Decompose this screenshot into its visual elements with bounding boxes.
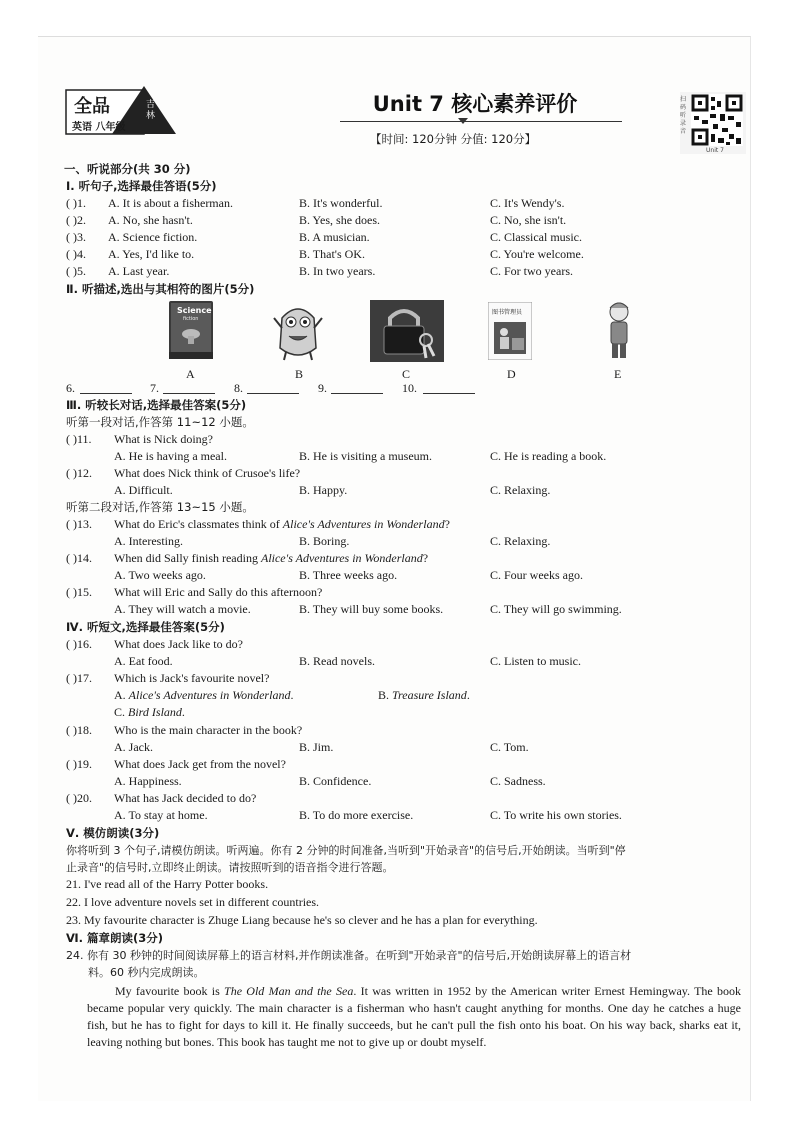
q3-option-b[interactable]: B. A musician. xyxy=(299,230,370,244)
dialogue-1-intro: 听第一段对话,作答第 11~12 小题。 xyxy=(66,415,254,429)
picture-b-monster[interactable] xyxy=(272,298,324,362)
q11-question: What is Nick doing? xyxy=(114,432,213,446)
picture-c-lock[interactable] xyxy=(370,300,444,362)
q17-option-a-letter: A. xyxy=(114,688,129,702)
alien-monster-icon xyxy=(272,298,324,362)
qr-caption: Unit 7 xyxy=(706,147,724,154)
q1-option-a[interactable]: A. It is about a fisherman. xyxy=(108,196,233,210)
q20-number[interactable]: ( )20. xyxy=(66,791,92,805)
part-vi-instructions-line2: 料。60 秒内完成朗读。 xyxy=(88,966,205,979)
part-i-title: Ⅰ. 听句子,选择最佳答语(5分) xyxy=(66,179,217,193)
title-underline-marker xyxy=(458,118,468,124)
q19-option-a[interactable]: A. Happiness. xyxy=(114,774,182,788)
q17-option-b[interactable] xyxy=(378,688,470,703)
answer-8-label: 8. xyxy=(234,381,243,395)
q18-option-b[interactable]: B. Jim. xyxy=(299,740,334,754)
q13-question-end: ? xyxy=(444,517,450,531)
qr-side-label: 扫码听录音 xyxy=(680,96,687,135)
passage-body: . It was written in 1952 by the American writer Ernest Hemingway. The book became popular very quickly. The main character is a fisherman who hasn't caught anything for months. One day he catches a huge fish, but he has to fight for days to kill it. He finally succeeds, but he can't pull the fish onto his boat. On his way back, sharks eat it, leaving nothing but bones. This book has taught me not to give up or doubt myself. xyxy=(87,984,741,1049)
picture-label-b: B xyxy=(295,367,304,381)
q13-number[interactable]: ( )13. xyxy=(66,517,92,531)
q4-option-c[interactable]: C. You're welcome. xyxy=(490,247,584,261)
q4-number[interactable]: ( )4. xyxy=(66,247,86,261)
q20-option-b[interactable]: B. To do more exercise. xyxy=(299,808,414,822)
answer-9-label: 9. xyxy=(318,381,327,395)
q12-number[interactable]: ( )12. xyxy=(66,466,92,480)
q15-option-a[interactable]: A. They will watch a movie. xyxy=(114,602,251,616)
brand-subtitle: 英语 八年级 xyxy=(72,122,126,133)
picture-a-book[interactable] xyxy=(167,300,215,362)
part-v-instructions-line1: 你将听到 3 个句子,请模仿朗读。听两遍。你有 2 分钟的时间准备,当听到"开始录音"的信号后,开始朗读。当听到"停 xyxy=(66,844,626,857)
q17-option-c-title: Bird Island xyxy=(128,705,182,719)
answer-6-label: 6. xyxy=(66,381,75,395)
boy-figure-icon xyxy=(604,300,634,362)
sentence-21: 21. I've read all of the Harry Potter books. xyxy=(66,877,269,891)
q11-option-b[interactable]: B. He is visiting a museum. xyxy=(299,449,432,463)
q17-option-c[interactable] xyxy=(114,705,185,720)
q12-question: What does Nick think of Crusoe's life? xyxy=(114,466,301,480)
picture-e-boy[interactable] xyxy=(604,300,634,362)
q18-option-a[interactable]: A. Jack. xyxy=(114,740,153,754)
part-ii-title: Ⅱ. 听描述,选出与其相符的图片(5分) xyxy=(66,282,255,296)
q17-option-b-title: Treasure Island xyxy=(392,688,467,702)
q13-question xyxy=(114,517,450,532)
picture-label-d: D xyxy=(507,367,516,381)
q20-option-a[interactable]: A. To stay at home. xyxy=(114,808,208,822)
answer-8-blank[interactable] xyxy=(247,393,299,394)
q5-option-a[interactable]: A. Last year. xyxy=(108,264,170,278)
qr-code[interactable] xyxy=(680,92,746,154)
section-title: 一、听说部分(共 30 分) xyxy=(64,162,191,176)
q17-option-a[interactable] xyxy=(114,688,293,703)
part-vi-instructions-line1: 24. 你有 30 秒钟的时间阅读屏幕上的语言材料,并作朗读准备。在听到"开始录音"的信号后,开始朗读屏幕上的语言材 xyxy=(66,949,632,962)
q19-number[interactable]: ( )19. xyxy=(66,757,92,771)
q5-number[interactable]: ( )5. xyxy=(66,264,86,278)
qr-code-icon xyxy=(680,92,746,154)
brand-logo xyxy=(64,86,176,138)
q5-option-c[interactable]: C. For two years. xyxy=(490,264,573,278)
q15-option-b[interactable]: B. They will buy some books. xyxy=(299,602,444,616)
q11-option-a[interactable]: A. He is having a meal. xyxy=(114,449,227,463)
brand-name: 全品 xyxy=(74,96,110,117)
part-v-instructions-line2: 止录音"的信号时,立即终止朗读。请按照听到的语音指令进行答题。 xyxy=(66,861,394,874)
q16-option-b[interactable]: B. Read novels. xyxy=(299,654,375,668)
region-badge: 吉林 xyxy=(146,100,156,121)
q16-question: What does Jack like to do? xyxy=(114,637,243,651)
q13-option-a[interactable]: A. Interesting. xyxy=(114,534,183,548)
q3-option-a[interactable]: A. Science fiction. xyxy=(108,230,198,244)
q19-option-b[interactable]: B. Confidence. xyxy=(299,774,372,788)
answer-7-blank[interactable] xyxy=(163,393,215,394)
q17-option-c-letter: C. xyxy=(114,705,129,719)
q1-option-c[interactable]: C. It's Wendy's. xyxy=(490,196,565,210)
q16-number[interactable]: ( )16. xyxy=(66,637,92,651)
q1-number[interactable]: ( )1. xyxy=(66,196,86,210)
library-sign-text: 图书管理员 xyxy=(492,309,523,316)
q17-option-a-title: Alice's Adventures in Wonderland xyxy=(128,688,291,702)
q5-option-b[interactable]: B. In two years. xyxy=(299,264,376,278)
q20-option-c[interactable]: C. To write his own stories. xyxy=(490,808,622,822)
q1-option-b[interactable]: B. It's wonderful. xyxy=(299,196,383,210)
q14-option-a[interactable]: A. Two weeks ago. xyxy=(114,568,206,582)
part-v-title: Ⅴ. 模仿朗读(3分) xyxy=(66,826,160,840)
passage-book-title: The Old Man and the Sea xyxy=(224,984,354,998)
q18-option-c[interactable]: C. Tom. xyxy=(490,740,529,754)
q13-question-text: What do Eric's classmates think of xyxy=(114,517,283,531)
q2-option-a[interactable]: A. No, she hasn't. xyxy=(108,213,193,227)
part-vi-title: Ⅵ. 篇章朗读(3分) xyxy=(66,931,164,945)
q2-option-b[interactable]: B. Yes, she does. xyxy=(299,213,381,227)
q15-number[interactable]: ( )15. xyxy=(66,585,92,599)
q12-option-b[interactable]: B. Happy. xyxy=(299,483,348,497)
q15-option-c[interactable]: C. They will go swimming. xyxy=(490,602,622,616)
sentence-23: 23. My favourite character is Zhuge Liang because he's so clever and he has a plan for everything. xyxy=(66,913,538,927)
sentence-22: 22. I love adventure novels set in different countries. xyxy=(66,895,320,909)
q20-question: What has Jack decided to do? xyxy=(114,791,257,805)
q14-question-text: When did Sally finish reading xyxy=(114,551,261,565)
q2-option-c[interactable]: C. No, she isn't. xyxy=(490,213,567,227)
reading-passage xyxy=(87,983,741,1051)
q12-option-a[interactable]: A. Difficult. xyxy=(114,483,173,497)
q14-question xyxy=(114,551,428,566)
q16-option-a[interactable]: A. Eat food. xyxy=(114,654,173,668)
q17-option-b-end: . xyxy=(466,688,470,702)
exam-meta: 【时间: 120分钟 分值: 120分】 xyxy=(370,132,537,146)
book-cover-subtitle: fiction xyxy=(183,316,199,322)
picture-label-c: C xyxy=(402,367,411,381)
q17-option-a-end: . xyxy=(290,688,294,702)
passage-start: My favourite book is xyxy=(115,984,225,998)
q18-question: Who is the main character in the book? xyxy=(114,723,303,737)
q4-option-a[interactable]: A. Yes, I'd like to. xyxy=(108,247,195,261)
answer-6-blank[interactable] xyxy=(80,393,132,394)
q15-question: What will Eric and Sally do this afternoon? xyxy=(114,585,323,599)
part-iii-title: Ⅲ. 听较长对话,选择最佳答案(5分) xyxy=(66,398,247,412)
q14-question-end: ? xyxy=(422,551,429,565)
answer-7-label: 7. xyxy=(150,381,159,395)
q16-option-c[interactable]: C. Listen to music. xyxy=(490,654,581,668)
q13-option-b[interactable]: B. Boring. xyxy=(299,534,350,548)
q13-book-title: Alice's Adventures in Wonderland xyxy=(282,517,445,531)
q3-number[interactable]: ( )3. xyxy=(66,230,86,244)
q11-option-c[interactable]: C. He is reading a book. xyxy=(490,449,607,463)
q17-question: Which is Jack's favourite novel? xyxy=(114,671,270,685)
picture-label-e: E xyxy=(614,367,622,381)
q14-number[interactable]: ( )14. xyxy=(66,551,92,565)
q13-option-c[interactable]: C. Relaxing. xyxy=(490,534,551,548)
answer-9-blank[interactable] xyxy=(331,393,383,394)
q2-number[interactable]: ( )2. xyxy=(66,213,86,227)
q3-option-c[interactable]: C. Classical music. xyxy=(490,230,582,244)
q19-option-c[interactable]: C. Sadness. xyxy=(490,774,546,788)
q14-option-b[interactable]: B. Three weeks ago. xyxy=(299,568,398,582)
dialogue-2-intro: 听第二段对话,作答第 13~15 小题。 xyxy=(66,500,254,514)
q11-number[interactable]: ( )11. xyxy=(66,432,92,446)
q18-number[interactable]: ( )18. xyxy=(66,723,92,737)
q19-question: What does Jack get from the novel? xyxy=(114,757,286,771)
book-cover-title: Science xyxy=(177,306,212,315)
answer-10-blank[interactable] xyxy=(423,393,475,394)
q14-book-title: Alice's Adventures in Wonderland xyxy=(260,551,423,565)
q12-option-c[interactable]: C. Relaxing. xyxy=(490,483,551,497)
q17-number[interactable]: ( )17. xyxy=(66,671,92,685)
q4-option-b[interactable]: B. That's OK. xyxy=(299,247,365,261)
q14-option-c[interactable]: C. Four weeks ago. xyxy=(490,568,583,582)
answer-10-label: 10. xyxy=(402,381,417,395)
picture-label-a: A xyxy=(186,367,195,381)
padlock-keys-icon xyxy=(370,300,444,362)
q17-option-b-letter: B. xyxy=(378,688,393,702)
q17-option-c-end: . xyxy=(181,705,185,719)
part-iv-title: Ⅳ. 听短文,选择最佳答案(5分) xyxy=(66,620,225,634)
page-title: Unit 7 核心素养评价 xyxy=(372,92,578,116)
picture-d-library[interactable] xyxy=(488,302,532,360)
title-underline xyxy=(340,121,622,122)
